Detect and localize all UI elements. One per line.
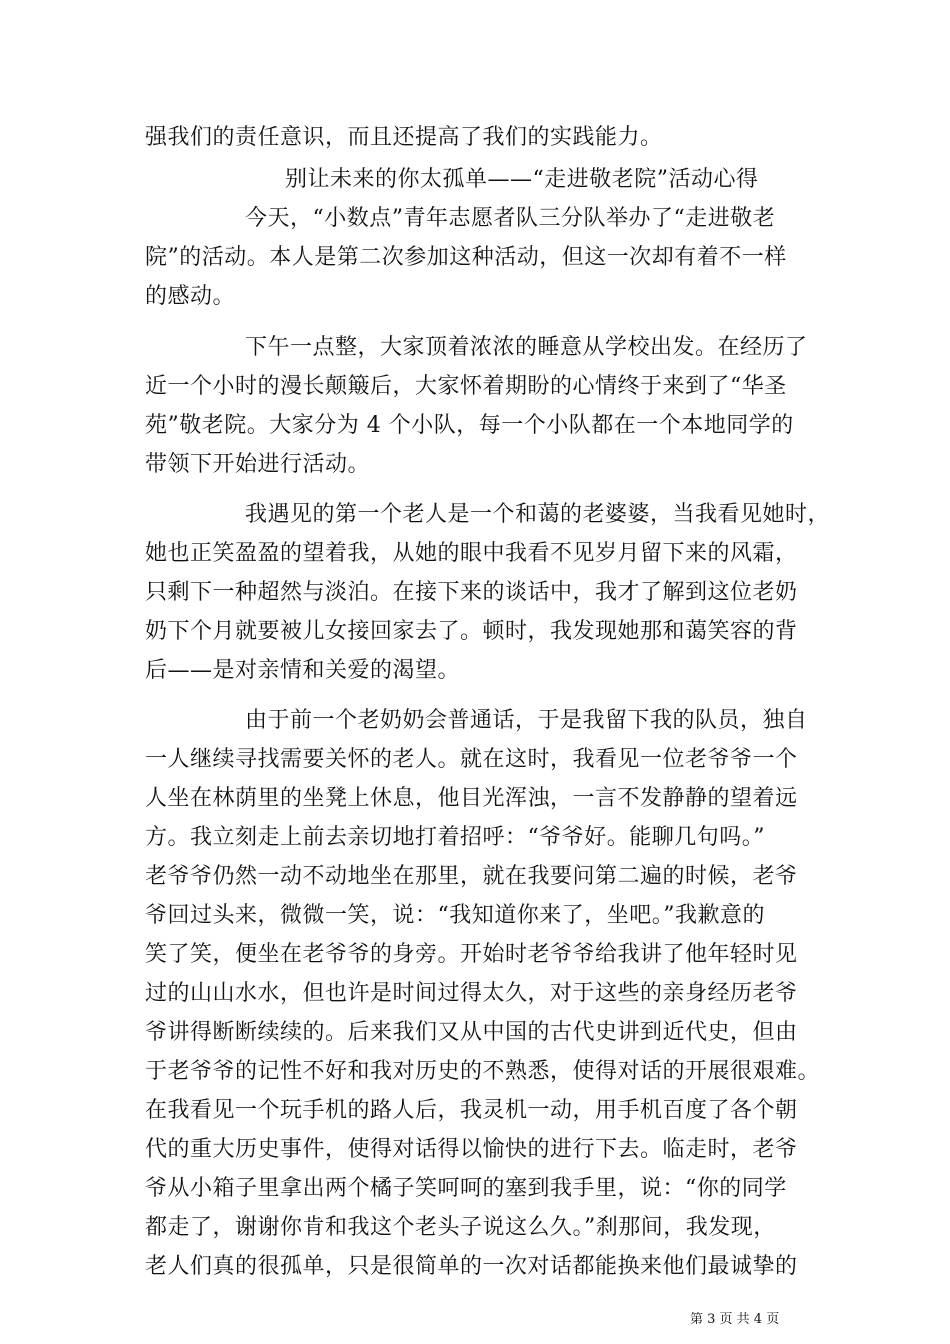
text-line: 都走了，谢谢你肯和我这个老头子说这么久。”刹那间，我发现， <box>145 1215 776 1240</box>
text-line: 只剩下一种超然与淡泊。在接下来的谈话中，我才了解到这位老奶 <box>145 580 798 605</box>
text-line: 爷从小箱子里拿出两个橘子笑呵呵的塞到我手里，说：“你的同学 <box>145 1176 787 1201</box>
text-line: 过的山山水水，但也许是时间过得太久，对于这些的亲身经历老爷 <box>145 981 798 1006</box>
text-line: 于老爷爷的记性不好和我对历史的不熟悉，使得对话的开展很艰难。 <box>145 1059 821 1084</box>
page-number: 第 3 页 共 4 页 <box>690 1312 780 1327</box>
text-line: 人坐在林荫里的坐凳上休息，他目光浑浊，一言不发静静的望着远 <box>145 786 798 811</box>
text-line: 老爷爷仍然一动不动地坐在那里，就在我要问第二遍的时候，老爷 <box>145 864 798 889</box>
text-line: 今天，“小数点”青年志愿者队三分队举办了“走进敬老 <box>245 206 776 231</box>
text-line: 在我看见一个玩手机的路人后，我灵机一动，用手机百度了各个朝 <box>145 1098 798 1123</box>
text-line: 苑”敬老院。大家分为 4 个小队，每一个小队都在一个本地同学的 <box>145 413 794 438</box>
text-line: 院”的活动。本人是第二次参加这种活动，但这一次却有着不一样 <box>145 245 787 270</box>
text-line: 代的重大历史事件，使得对话得以愉快的进行下去。临走时，老爷 <box>145 1137 798 1162</box>
text-line: 由于前一个老奶奶会普通话，于是我留下我的队员，独自 <box>245 708 808 733</box>
article-title: 别让未来的你太孤单——“走进敬老院”活动心得 <box>285 167 759 192</box>
text-line: 强我们的责任意识，而且还提高了我们的实践能力。 <box>145 125 663 150</box>
text-line: 爷回过头来，微微一笑，说：“我知道你来了，坐吧。”我歉意的 <box>145 903 765 928</box>
text-line: 下午一点整，大家顶着浓浓的睡意从学校出发。在经历了 <box>245 335 808 360</box>
text-line: 的感动。 <box>145 284 236 309</box>
text-line: 爷讲得断断续续的。后来我们又从中国的古代史讲到近代史，但由 <box>145 1020 798 1045</box>
text-line: 带领下开始进行活动。 <box>145 452 371 477</box>
text-line: 后——是对亲情和关爱的渴望。 <box>145 658 461 683</box>
text-line: 近一个小时的漫长颠簸后，大家怀着期盼的心情终于来到了“华圣 <box>145 374 787 399</box>
text-line: 她也正笑盈盈的望着我，从她的眼中我看不见岁月留下来的风霜， <box>145 541 798 566</box>
text-line: 奶下个月就要被儿女接回家去了。顿时，我发现她那和蔼笑容的背 <box>145 619 798 644</box>
text-line: 方。我立刻走上前去亲切地打着招呼：“爷爷好。能聊几句吗。” <box>145 825 765 850</box>
text-line: 笑了笑，便坐在老爷爷的身旁。开始时老爷爷给我讲了他年轻时见 <box>145 942 798 967</box>
text-line: 我遇见的第一个老人是一个和蔼的老婆婆，当我看见她时， <box>245 502 831 527</box>
text-line: 一人继续寻找需要关怀的老人。就在这时，我看见一位老爷爷一个 <box>145 747 798 772</box>
text-line: 老人们真的很孤单，只是很简单的一次对话都能换来他们最诚挚的 <box>145 1254 798 1279</box>
